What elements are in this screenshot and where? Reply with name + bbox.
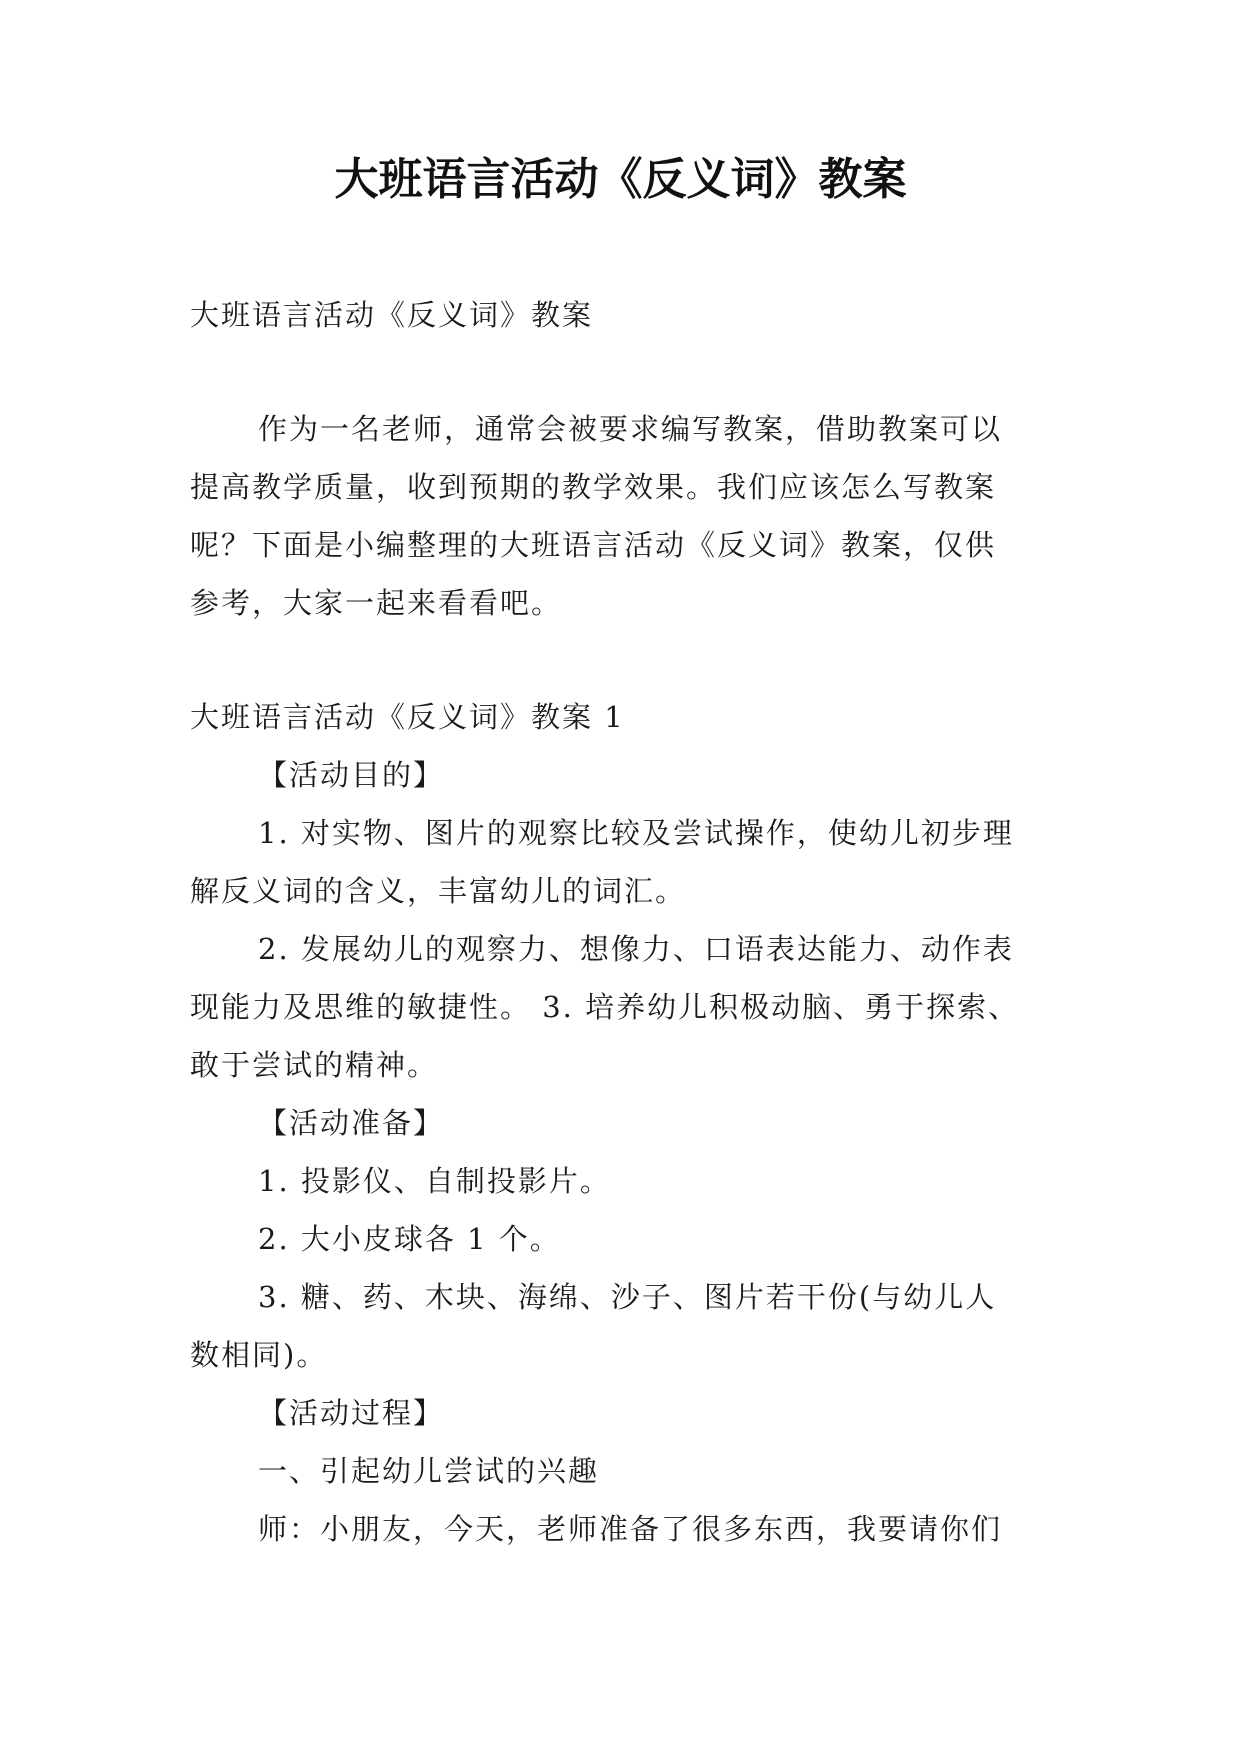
prep-line: 3. 糖、药、木块、海绵、沙子、图片若干份(与幼儿人 (258, 1280, 997, 1314)
process-header: 【活动过程】 (258, 1396, 445, 1430)
intro-line: 呢？下面是小编整理的大班语言活动《反义词》教案，仅供 (190, 528, 997, 562)
intro-line: 参考，大家一起来看看吧。 (190, 586, 563, 620)
goal-header: 【活动目的】 (258, 758, 445, 792)
goal-line: 现能力及思维的敏捷性。 3. 培养幼儿积极动脑、勇于探索、 (190, 990, 1020, 1024)
goal-line: 1. 对实物、图片的观察比较及尝试操作，使幼儿初步理 (258, 816, 1014, 850)
process-line: 一、引起幼儿尝试的兴趣 (258, 1454, 600, 1488)
prep-line: 1. 投影仪、自制投影片。 (258, 1164, 611, 1198)
section-title: 大班语言活动《反义词》教案 1 (190, 700, 625, 734)
goal-line: 2. 发展幼儿的观察力、想像力、口语表达能力、动作表 (258, 932, 1014, 966)
subtitle: 大班语言活动《反义词》教案 (190, 298, 594, 332)
prep-line: 2. 大小皮球各 1 个。 (258, 1222, 561, 1256)
document-title: 大班语言活动《反义词》教案 (334, 154, 907, 205)
prep-line: 数相同)。 (190, 1338, 328, 1372)
document-body (190, 286, 1070, 1558)
process-line: 师：小朋友，今天，老师准备了很多东西，我要请你们 (258, 1512, 1003, 1546)
goal-line: 敢于尝试的精神。 (190, 1048, 439, 1082)
intro-line: 提高教学质量，收到预期的教学效果。我们应该怎么写教案 (190, 470, 997, 504)
intro-line: 作为一名老师，通常会被要求编写教案，借助教案可以 (258, 412, 1003, 446)
prep-header: 【活动准备】 (258, 1106, 445, 1140)
goal-line: 解反义词的含义，丰富幼儿的词汇。 (190, 874, 687, 908)
